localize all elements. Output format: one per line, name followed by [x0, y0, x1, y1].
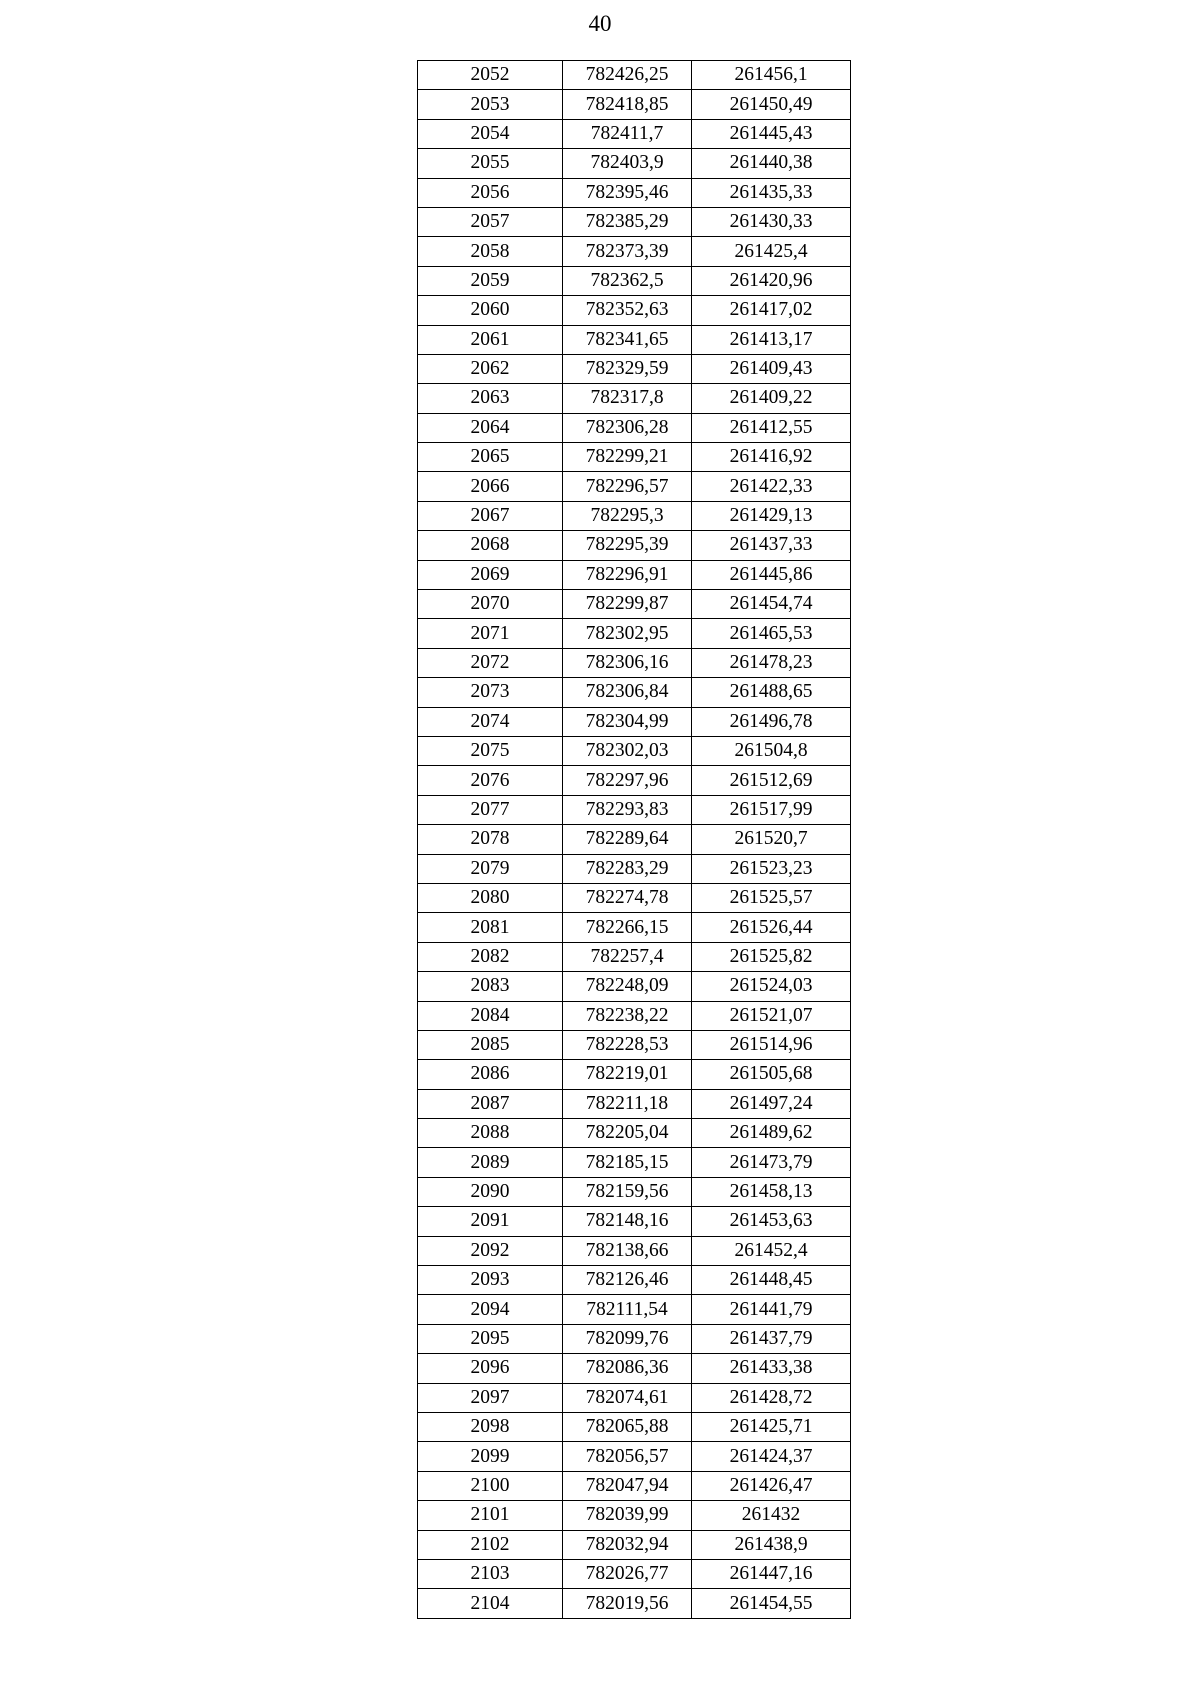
x-coordinate-cell: 782238,22 [563, 1001, 692, 1030]
point-number-cell: 2074 [418, 707, 563, 736]
x-coordinate-cell: 782111,54 [563, 1295, 692, 1324]
point-number-cell: 2097 [418, 1383, 563, 1412]
x-coordinate-cell: 782297,96 [563, 766, 692, 795]
point-number-cell: 2094 [418, 1295, 563, 1324]
table-row [418, 1383, 851, 1412]
point-number-cell: 2090 [418, 1177, 563, 1206]
y-coordinate-cell: 261438,9 [692, 1530, 851, 1559]
point-number-cell: 2064 [418, 413, 563, 442]
y-coordinate-cell: 261412,55 [692, 413, 851, 442]
table-row [418, 1177, 851, 1206]
point-number-cell: 2092 [418, 1236, 563, 1265]
table-row [418, 590, 851, 619]
x-coordinate-cell: 782317,8 [563, 384, 692, 413]
table-row [418, 207, 851, 236]
y-coordinate-cell: 261422,33 [692, 472, 851, 501]
point-number-cell: 2079 [418, 854, 563, 883]
point-number-cell: 2066 [418, 472, 563, 501]
y-coordinate-cell: 261409,43 [692, 354, 851, 383]
x-coordinate-cell: 782302,95 [563, 619, 692, 648]
y-coordinate-cell: 261473,79 [692, 1148, 851, 1177]
y-coordinate-cell: 261425,4 [692, 237, 851, 266]
x-coordinate-cell: 782296,91 [563, 560, 692, 589]
table-row [418, 1295, 851, 1324]
y-coordinate-cell: 261488,65 [692, 678, 851, 707]
table-row [418, 736, 851, 765]
y-coordinate-cell: 261517,99 [692, 795, 851, 824]
x-coordinate-cell: 782304,99 [563, 707, 692, 736]
table-row [418, 1471, 851, 1500]
y-coordinate-cell: 261437,79 [692, 1324, 851, 1353]
page-number: 40 [588, 11, 612, 36]
x-coordinate-cell: 782302,03 [563, 736, 692, 765]
y-coordinate-cell: 261454,55 [692, 1589, 851, 1618]
x-coordinate-cell: 782306,84 [563, 678, 692, 707]
point-number-cell: 2078 [418, 825, 563, 854]
table-row [418, 854, 851, 883]
point-number-cell: 2083 [418, 972, 563, 1001]
point-number-cell: 2104 [418, 1589, 563, 1618]
x-coordinate-cell: 782289,64 [563, 825, 692, 854]
table-row [418, 1324, 851, 1353]
x-coordinate-cell: 782026,77 [563, 1559, 692, 1588]
y-coordinate-cell: 261435,33 [692, 178, 851, 207]
coordinates-table-body [418, 61, 851, 1619]
x-coordinate-cell: 782065,88 [563, 1412, 692, 1441]
point-number-cell: 2065 [418, 443, 563, 472]
table-row [418, 1501, 851, 1530]
point-number-cell: 2080 [418, 883, 563, 912]
x-coordinate-cell: 782306,28 [563, 413, 692, 442]
table-row [418, 325, 851, 354]
x-coordinate-cell: 782148,16 [563, 1207, 692, 1236]
point-number-cell: 2070 [418, 590, 563, 619]
y-coordinate-cell: 261428,72 [692, 1383, 851, 1412]
x-coordinate-cell: 782299,87 [563, 590, 692, 619]
table-row [418, 1089, 851, 1118]
table-row [418, 678, 851, 707]
x-coordinate-cell: 782329,59 [563, 354, 692, 383]
coordinates-table [417, 60, 851, 1619]
table-row [418, 266, 851, 295]
point-number-cell: 2068 [418, 531, 563, 560]
x-coordinate-cell: 782039,99 [563, 1501, 692, 1530]
table-row [418, 825, 851, 854]
x-coordinate-cell: 782099,76 [563, 1324, 692, 1353]
point-number-cell: 2062 [418, 354, 563, 383]
table-row [418, 619, 851, 648]
point-number-cell: 2093 [418, 1266, 563, 1295]
y-coordinate-cell: 261478,23 [692, 648, 851, 677]
table-row [418, 1207, 851, 1236]
table-row [418, 766, 851, 795]
y-coordinate-cell: 261430,33 [692, 207, 851, 236]
table-row [418, 443, 851, 472]
point-number-cell: 2087 [418, 1089, 563, 1118]
table-row [418, 472, 851, 501]
table-row [418, 531, 851, 560]
x-coordinate-cell: 782418,85 [563, 90, 692, 119]
point-number-cell: 2055 [418, 149, 563, 178]
x-coordinate-cell: 782266,15 [563, 913, 692, 942]
x-coordinate-cell: 782138,66 [563, 1236, 692, 1265]
x-coordinate-cell: 782032,94 [563, 1530, 692, 1559]
x-coordinate-cell: 782411,7 [563, 119, 692, 148]
x-coordinate-cell: 782362,5 [563, 266, 692, 295]
table-row [418, 149, 851, 178]
y-coordinate-cell: 261450,49 [692, 90, 851, 119]
x-coordinate-cell: 782296,57 [563, 472, 692, 501]
y-coordinate-cell: 261420,96 [692, 266, 851, 295]
y-coordinate-cell: 261514,96 [692, 1030, 851, 1059]
point-number-cell: 2081 [418, 913, 563, 942]
y-coordinate-cell: 261521,07 [692, 1001, 851, 1030]
table-row [418, 413, 851, 442]
x-coordinate-cell: 782341,65 [563, 325, 692, 354]
table-row [418, 883, 851, 912]
table-row [418, 648, 851, 677]
table-row [418, 972, 851, 1001]
point-number-cell: 2098 [418, 1412, 563, 1441]
point-number-cell: 2095 [418, 1324, 563, 1353]
y-coordinate-cell: 261447,16 [692, 1559, 851, 1588]
y-coordinate-cell: 261497,24 [692, 1089, 851, 1118]
point-number-cell: 2075 [418, 736, 563, 765]
table-row [418, 61, 851, 90]
y-coordinate-cell: 261440,38 [692, 149, 851, 178]
table-row [418, 560, 851, 589]
x-coordinate-cell: 782283,29 [563, 854, 692, 883]
y-coordinate-cell: 261441,79 [692, 1295, 851, 1324]
x-coordinate-cell: 782295,3 [563, 501, 692, 530]
y-coordinate-cell: 261456,1 [692, 61, 851, 90]
table-row [418, 1559, 851, 1588]
x-coordinate-cell: 782299,21 [563, 443, 692, 472]
y-coordinate-cell: 261437,33 [692, 531, 851, 560]
x-coordinate-cell: 782403,9 [563, 149, 692, 178]
x-coordinate-cell: 782159,56 [563, 1177, 692, 1206]
table-row [418, 942, 851, 971]
y-coordinate-cell: 261524,03 [692, 972, 851, 1001]
point-number-cell: 2082 [418, 942, 563, 971]
x-coordinate-cell: 782086,36 [563, 1354, 692, 1383]
point-number-cell: 2061 [418, 325, 563, 354]
y-coordinate-cell: 261504,8 [692, 736, 851, 765]
point-number-cell: 2071 [418, 619, 563, 648]
point-number-cell: 2067 [418, 501, 563, 530]
x-coordinate-cell: 782426,25 [563, 61, 692, 90]
table-row [418, 913, 851, 942]
point-number-cell: 2099 [418, 1442, 563, 1471]
table-row [418, 1060, 851, 1089]
point-number-cell: 2056 [418, 178, 563, 207]
x-coordinate-cell: 782219,01 [563, 1060, 692, 1089]
table-row [418, 1412, 851, 1441]
x-coordinate-cell: 782211,18 [563, 1089, 692, 1118]
table-row [418, 296, 851, 325]
y-coordinate-cell: 261454,74 [692, 590, 851, 619]
point-number-cell: 2101 [418, 1501, 563, 1530]
x-coordinate-cell: 782205,04 [563, 1119, 692, 1148]
x-coordinate-cell: 782293,83 [563, 795, 692, 824]
x-coordinate-cell: 782126,46 [563, 1266, 692, 1295]
point-number-cell: 2059 [418, 266, 563, 295]
y-coordinate-cell: 261526,44 [692, 913, 851, 942]
point-number-cell: 2052 [418, 61, 563, 90]
x-coordinate-cell: 782385,29 [563, 207, 692, 236]
table-row [418, 1119, 851, 1148]
y-coordinate-cell: 261432 [692, 1501, 851, 1530]
point-number-cell: 2096 [418, 1354, 563, 1383]
x-coordinate-cell: 782019,56 [563, 1589, 692, 1618]
x-coordinate-cell: 782257,4 [563, 942, 692, 971]
table-row [418, 1354, 851, 1383]
table-row [418, 178, 851, 207]
x-coordinate-cell: 782074,61 [563, 1383, 692, 1412]
x-coordinate-cell: 782047,94 [563, 1471, 692, 1500]
y-coordinate-cell: 261505,68 [692, 1060, 851, 1089]
x-coordinate-cell: 782395,46 [563, 178, 692, 207]
x-coordinate-cell: 782373,39 [563, 237, 692, 266]
y-coordinate-cell: 261525,82 [692, 942, 851, 971]
table-row [418, 384, 851, 413]
y-coordinate-cell: 261496,78 [692, 707, 851, 736]
point-number-cell: 2063 [418, 384, 563, 413]
table-row [418, 354, 851, 383]
y-coordinate-cell: 261520,7 [692, 825, 851, 854]
x-coordinate-cell: 782306,16 [563, 648, 692, 677]
point-number-cell: 2086 [418, 1060, 563, 1089]
table-row [418, 1530, 851, 1559]
point-number-cell: 2102 [418, 1530, 563, 1559]
point-number-cell: 2058 [418, 237, 563, 266]
x-coordinate-cell: 782295,39 [563, 531, 692, 560]
y-coordinate-cell: 261458,13 [692, 1177, 851, 1206]
x-coordinate-cell: 782248,09 [563, 972, 692, 1001]
x-coordinate-cell: 782352,63 [563, 296, 692, 325]
point-number-cell: 2091 [418, 1207, 563, 1236]
y-coordinate-cell: 261452,4 [692, 1236, 851, 1265]
y-coordinate-cell: 261448,45 [692, 1266, 851, 1295]
point-number-cell: 2072 [418, 648, 563, 677]
point-number-cell: 2089 [418, 1148, 563, 1177]
point-number-cell: 2084 [418, 1001, 563, 1030]
table-row [418, 119, 851, 148]
y-coordinate-cell: 261433,38 [692, 1354, 851, 1383]
y-coordinate-cell: 261512,69 [692, 766, 851, 795]
y-coordinate-cell: 261409,22 [692, 384, 851, 413]
table-row [418, 90, 851, 119]
y-coordinate-cell: 261489,62 [692, 1119, 851, 1148]
y-coordinate-cell: 261424,37 [692, 1442, 851, 1471]
y-coordinate-cell: 261445,86 [692, 560, 851, 589]
table-row [418, 237, 851, 266]
y-coordinate-cell: 261453,63 [692, 1207, 851, 1236]
table-row [418, 1266, 851, 1295]
x-coordinate-cell: 782056,57 [563, 1442, 692, 1471]
y-coordinate-cell: 261525,57 [692, 883, 851, 912]
point-number-cell: 2054 [418, 119, 563, 148]
table-row [418, 707, 851, 736]
point-number-cell: 2100 [418, 1471, 563, 1500]
x-coordinate-cell: 782274,78 [563, 883, 692, 912]
table-row [418, 795, 851, 824]
table-row [418, 1030, 851, 1059]
point-number-cell: 2103 [418, 1559, 563, 1588]
point-number-cell: 2077 [418, 795, 563, 824]
table-row [418, 1001, 851, 1030]
point-number-cell: 2053 [418, 90, 563, 119]
y-coordinate-cell: 261413,17 [692, 325, 851, 354]
y-coordinate-cell: 261465,53 [692, 619, 851, 648]
point-number-cell: 2057 [418, 207, 563, 236]
y-coordinate-cell: 261445,43 [692, 119, 851, 148]
y-coordinate-cell: 261426,47 [692, 1471, 851, 1500]
table-row [418, 1442, 851, 1471]
x-coordinate-cell: 782185,15 [563, 1148, 692, 1177]
table-row [418, 1148, 851, 1177]
point-number-cell: 2076 [418, 766, 563, 795]
x-coordinate-cell: 782228,53 [563, 1030, 692, 1059]
point-number-cell: 2088 [418, 1119, 563, 1148]
y-coordinate-cell: 261417,02 [692, 296, 851, 325]
point-number-cell: 2060 [418, 296, 563, 325]
table-row [418, 501, 851, 530]
point-number-cell: 2085 [418, 1030, 563, 1059]
y-coordinate-cell: 261429,13 [692, 501, 851, 530]
table-row [418, 1589, 851, 1618]
point-number-cell: 2069 [418, 560, 563, 589]
y-coordinate-cell: 261425,71 [692, 1412, 851, 1441]
y-coordinate-cell: 261416,92 [692, 443, 851, 472]
point-number-cell: 2073 [418, 678, 563, 707]
table-row [418, 1236, 851, 1265]
y-coordinate-cell: 261523,23 [692, 854, 851, 883]
